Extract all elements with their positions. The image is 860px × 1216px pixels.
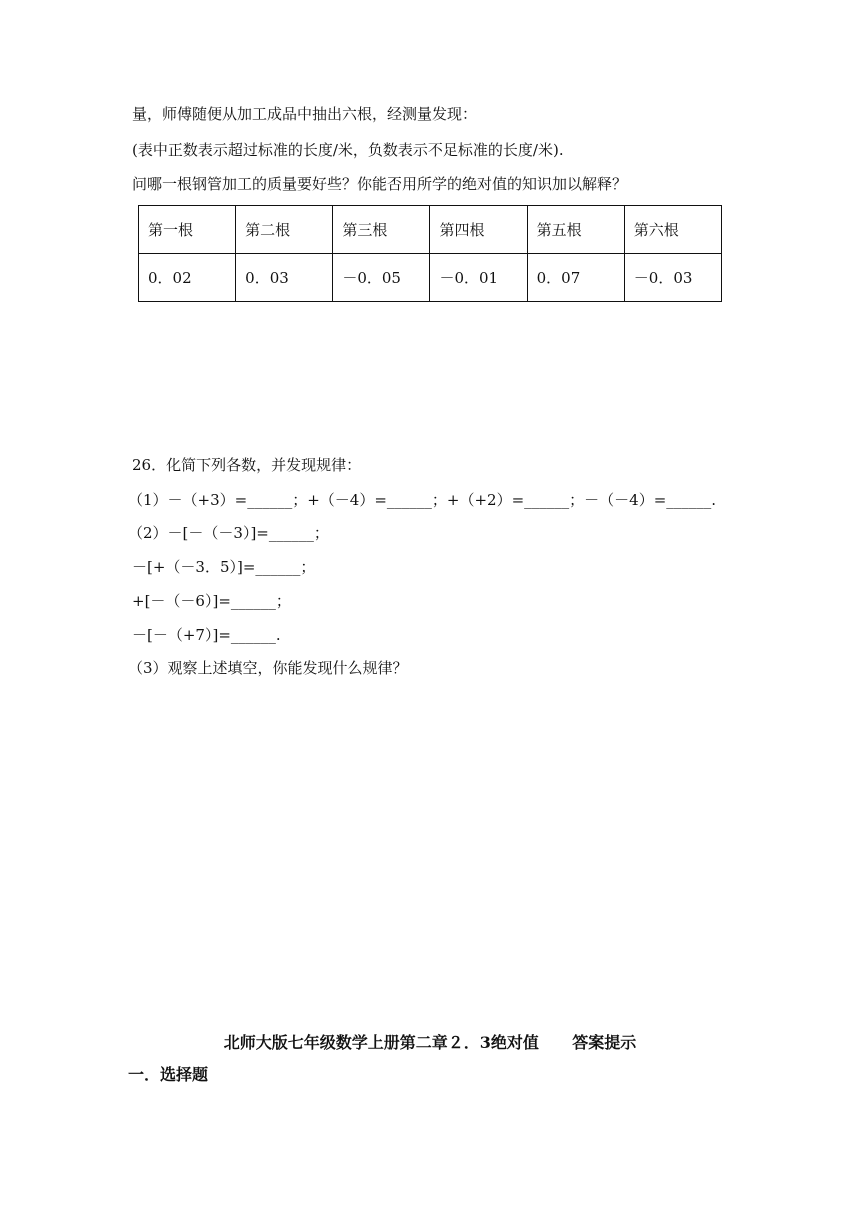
question-26-title: 26．化简下列各数，并发现规律： bbox=[132, 456, 362, 474]
table-value-cell: 0．07 bbox=[527, 254, 624, 302]
table-header-cell: 第六根 bbox=[624, 206, 721, 254]
table-header-cell: 第一根 bbox=[139, 206, 236, 254]
table-value-row bbox=[139, 254, 722, 302]
question-26-expr-1: －[+（－3．5）]=______； bbox=[132, 558, 316, 576]
question-26-part-1: （1）－（+3）=______；+（－4）=______；+（+2）=______；－（－4）=______. bbox=[128, 491, 717, 509]
table-header-cell: 第二根 bbox=[236, 206, 333, 254]
table-header-cell: 第五根 bbox=[527, 206, 624, 254]
intro-line-1: 量，师傅随便从加工成品中抽出六根，经测量发现： bbox=[132, 105, 478, 123]
answers-title: 北师大版七年级数学上册第二章２．3绝对值 答案提示 bbox=[223, 1033, 637, 1052]
section-heading: 一．选择题 bbox=[128, 1065, 209, 1084]
measurement-table bbox=[138, 205, 722, 302]
intro-line-3: 问哪一根钢管加工的质量要好些？你能否用所学的绝对值的知识加以解释？ bbox=[132, 175, 628, 193]
intro-line-2: (表中正数表示超过标准的长度/米，负数表示不足标准的长度/米). bbox=[132, 141, 564, 159]
table-value-cell: －0．03 bbox=[624, 254, 721, 302]
question-26-expr-2: +[－（－6）]=______； bbox=[132, 592, 291, 610]
table-value-cell: －0．05 bbox=[333, 254, 430, 302]
table-value-cell: 0．02 bbox=[139, 254, 236, 302]
question-26-part-3: （3）观察上述填空，你能发现什么规律？ bbox=[128, 659, 408, 677]
table-header-row bbox=[139, 206, 722, 254]
table-header-cell: 第四根 bbox=[430, 206, 527, 254]
table-header-cell: 第三根 bbox=[333, 206, 430, 254]
table-value-cell: －0．01 bbox=[430, 254, 527, 302]
question-26-part-2: （2）－[－（－3）]=______； bbox=[128, 524, 329, 542]
question-26-expr-3: －[－（+7）]=______. bbox=[132, 626, 281, 644]
table-value-cell: 0．03 bbox=[236, 254, 333, 302]
